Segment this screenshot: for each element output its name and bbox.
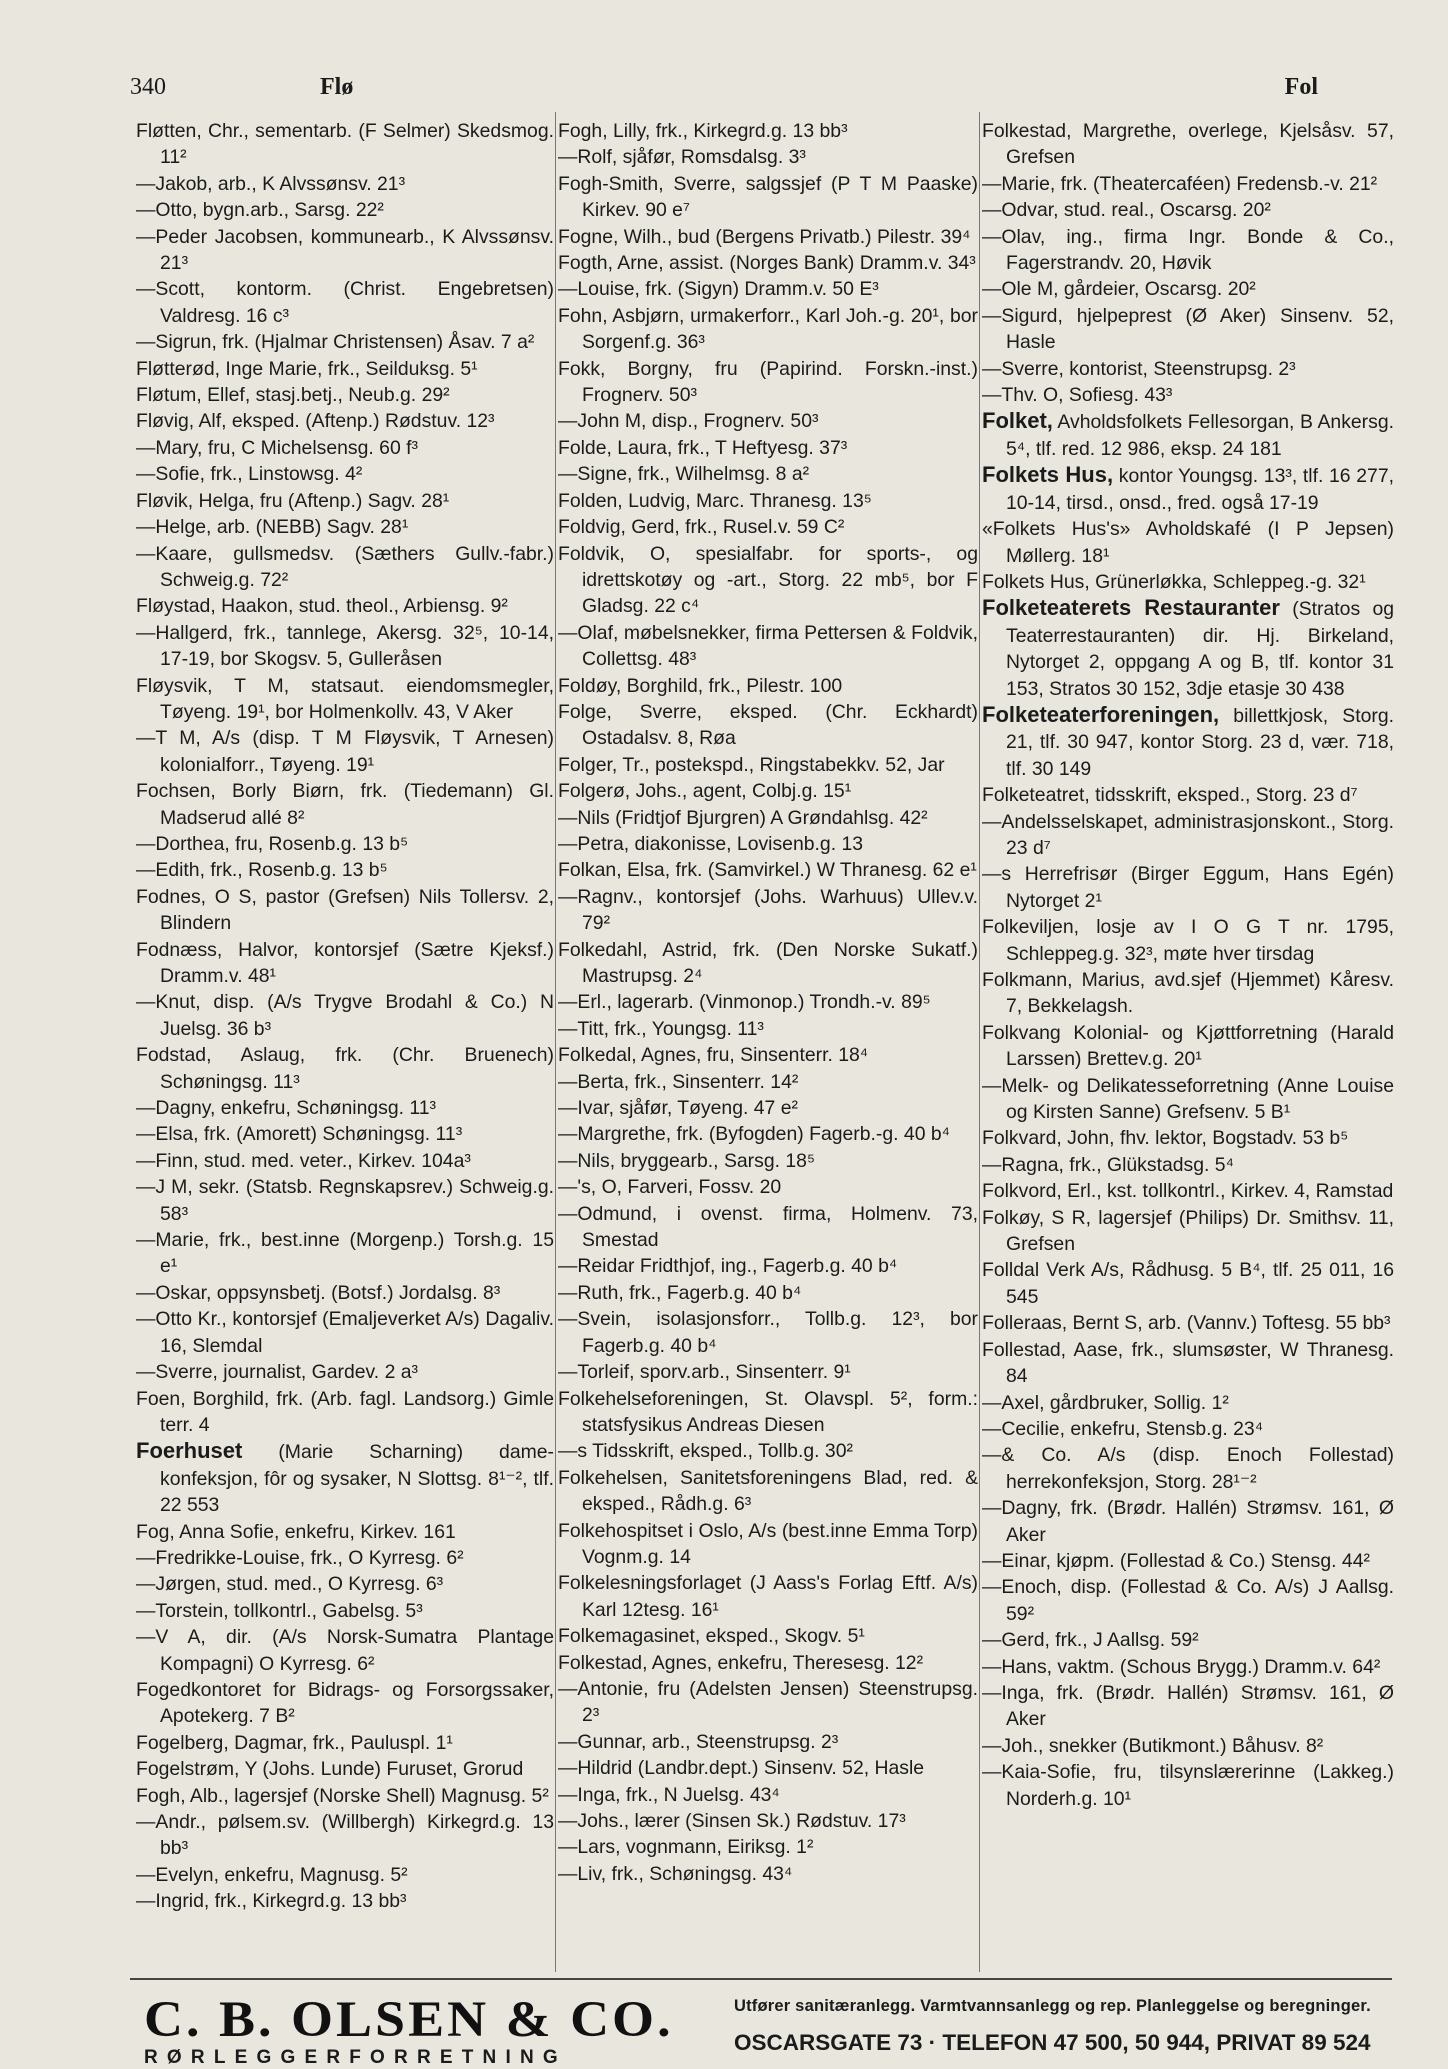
entry-text: Folger, Tr., postekspd., Ringstabekkv. 52, Jar xyxy=(558,753,945,776)
entry-text: —V A, dir. (A/s Norsk-Sumatra Plantage Kompagni) O Kyrresg. 6² xyxy=(136,1626,554,1675)
entry-text: —Fredrikke-Louise, frk., O Kyrresg. 6² xyxy=(136,1546,464,1569)
entry-text: —Odvar, stud. real., Oscarsg. 20² xyxy=(982,199,1271,222)
entry-text: —Sigrun, frk. (Hjalmar Christensen) Åsav. 7 a² xyxy=(136,331,535,354)
directory-entry xyxy=(558,303,978,356)
directory-entry xyxy=(136,778,554,831)
directory-entry xyxy=(558,857,978,883)
directory-entry xyxy=(558,1676,978,1729)
entry-name: Folketeaterforeningen, xyxy=(982,701,1220,727)
entry-text: —Louise, frk. (Sigyn) Dramm.v. 50 E³ xyxy=(558,278,879,301)
entry-text: —Berta, frk., Sinsenterr. 14² xyxy=(558,1070,799,1093)
directory-entry xyxy=(136,1783,554,1809)
entry-name: Foerhuset xyxy=(136,1438,243,1464)
directory-entry xyxy=(558,1570,978,1623)
directory-entry xyxy=(136,329,554,355)
entry-text: Fodnes, O S, pastor (Grefsen) Nils Tollersv. 2, Blindern xyxy=(136,885,554,935)
entry-text: Folkvord, Erl., kst. tollkontrl., Kirkev. 4, Ramstad xyxy=(982,1180,1394,1203)
directory-entry xyxy=(558,408,978,434)
guide-word-left: Flø xyxy=(320,74,354,100)
directory-entry xyxy=(982,809,1394,862)
entry-text: —Hallgerd, frk., tannlege, Akersg. 32⁵, 10-14, 17-19, bor Skogsv. 5, Gulleråsen xyxy=(136,621,554,671)
directory-entry xyxy=(982,118,1394,171)
directory-entry xyxy=(982,1205,1394,1258)
directory-entry xyxy=(982,1337,1394,1390)
entry-text: —Olav, ing., firma Ingr. Bonde & Co., Fagerstrandv. 20, Høvik xyxy=(982,225,1394,275)
directory-entry xyxy=(982,1073,1394,1126)
entry-text: —John M, disp., Frognerv. 50³ xyxy=(558,410,819,433)
entry-text: —Andr., pølsem.sv. (Willbergh) Kirkegrd.g. 13 bb³ xyxy=(136,1811,554,1860)
page-number: 340 xyxy=(130,74,166,100)
entry-text: —Edith, frk., Rosenb.g. 13 b⁵ xyxy=(136,859,388,882)
entry-text: —Joh., snekker (Butikmont.) Båhusv. 8² xyxy=(982,1734,1324,1757)
entry-text: —T M, A/s (disp. T M Fløysvik, T Arnesen) kolonialforr., Tøyeng. 19¹ xyxy=(136,727,554,776)
entry-text: —Nils, bryggearb., Sarsg. 18⁵ xyxy=(558,1149,815,1172)
advert-services: Utfører sanitæranlegg. Varmtvannsanlegg og rep. Planleggelse og beregninger. xyxy=(734,1997,1371,2015)
directory-entry xyxy=(136,1359,554,1385)
entry-text: —s Tidsskrift, eksped., Tollb.g. 30² xyxy=(558,1440,853,1463)
directory-entry xyxy=(136,884,554,937)
entry-text: —Kaia-Sofie, fru, tilsynslærerinne (Lakkeg.) Norderh.g. 10¹ xyxy=(982,1761,1394,1810)
directory-entry xyxy=(982,1310,1394,1336)
entry-text: Folldal Verk A/s, Rådhusg. 5 B⁴, tlf. 25 011, 16 545 xyxy=(982,1259,1394,1308)
entry-text: Folkestad, Margrethe, overlege, Kjelsåsv. 57, Grefsen xyxy=(982,120,1394,169)
entry-heading-rest: Avholdsfolkets Fellesorgan, xyxy=(1052,411,1295,434)
entry-text: (Stratos og Teaterrestauranten) dir. Hj. Birkeland, Nytorget 2, oppgang A og B, tlf. kontor 31 153, Stratos 30 152, 3dje etasje 30 438 xyxy=(1006,598,1395,700)
entry-text: Folgerø, Johs., agent, Colbj.g. 15¹ xyxy=(558,780,852,803)
entry-text: Fogh-Smith, Sverre, salgssjef (P T M Paaske) Kirkev. 90 e⁷ xyxy=(558,172,978,222)
directory-entry xyxy=(982,462,1394,516)
entry-text: —Cecilie, enkefru, Stensb.g. 23⁴ xyxy=(982,1417,1264,1440)
entry-text: —Torleif, sporv.arb., Sinsenterr. 9¹ xyxy=(558,1361,851,1384)
directory-entry xyxy=(136,461,554,487)
directory-entry xyxy=(558,1095,978,1121)
directory-entry xyxy=(558,989,978,1015)
directory-entry xyxy=(136,276,554,329)
entry-text: —& Co. A/s (disp. Enoch Follestad) herrekonfeksjon, Storg. 28¹⁻² xyxy=(982,1444,1394,1493)
entry-text: —Rolf, sjåfør, Romsdalsg. 3³ xyxy=(558,146,806,169)
entry-text: —Otto, bygn.arb., Sarsg. 22² xyxy=(136,199,384,222)
entry-text: —J M, sekr. (Statsb. Regnskapsrev.) Schweig.g. 58³ xyxy=(136,1176,554,1225)
entry-heading-rest: (Marie Scharning) dame- xyxy=(242,1441,554,1464)
entry-text: —Lars, vognmann, Eiriksg. 1² xyxy=(558,1836,814,1859)
directory-entry xyxy=(136,1174,554,1227)
directory-entry xyxy=(558,1729,978,1755)
entry-text: Follestad, Aase, frk., slumsøster, W Thranesg. 84 xyxy=(982,1338,1394,1388)
entry-text: Fløysvik, T M, statsaut. eiendomsmegler, Tøyeng. 19¹, bor Holmenkollv. 43, V Aker xyxy=(136,674,554,723)
page-header xyxy=(130,74,1318,114)
entry-text: Fløvik, Helga, fru (Aftenp.) Sagv. 28¹ xyxy=(136,489,450,512)
directory-entry xyxy=(982,967,1394,1020)
directory-entry xyxy=(136,408,554,434)
directory-entry xyxy=(982,782,1394,808)
directory-entry xyxy=(558,778,978,804)
entry-text: —Sigurd, hjelpeprest (Ø Aker) Sinsenv. 52, Hasle xyxy=(982,304,1394,354)
entry-name: Folkets Hus, xyxy=(982,462,1114,488)
entry-text: —Peder Jacobsen, kommunearb., K Alvssønsv. 21³ xyxy=(136,225,554,275)
directory-entry xyxy=(136,1598,554,1624)
entry-text: Folkedal, Agnes, fru, Sinsenterr. 18⁴ xyxy=(558,1044,869,1067)
directory-entry xyxy=(558,1280,978,1306)
entry-text: —Otto Kr., kontorsjef (Emaljeverket A/s) Dagaliv. 16, Slemdal xyxy=(136,1308,554,1357)
directory-entry xyxy=(558,224,978,250)
entry-text: Fokk, Borgny, fru (Papirind. Forskn.-inst.) Frognerv. 50³ xyxy=(558,357,978,407)
entry-text: —Enoch, disp. (Follestad & Co. A/s) J Aallsg. 59² xyxy=(982,1576,1394,1625)
entry-text: —Erl., lagerarb. (Vinmonop.) Trondh.-v. 89⁵ xyxy=(558,991,931,1014)
directory-entry xyxy=(558,1518,978,1571)
directory-entry xyxy=(136,673,554,726)
directory-entry xyxy=(558,276,978,302)
directory-entry xyxy=(136,1809,554,1862)
directory-entry xyxy=(558,1808,978,1834)
directory-entry xyxy=(558,1834,978,1860)
entry-text: Fogelberg, Dagmar, frk., Pauluspl. 1¹ xyxy=(136,1731,453,1754)
directory-entry xyxy=(136,1677,554,1730)
directory-entry xyxy=(558,884,978,937)
directory-entry xyxy=(136,1624,554,1677)
directory-entry xyxy=(558,1016,978,1042)
entry-text: —Torstein, tollkontrl., Gabelsg. 5³ xyxy=(136,1599,423,1622)
directory-entry xyxy=(982,1759,1394,1812)
entry-name: Folket, xyxy=(982,408,1053,434)
entry-text: —Odmund, i ovenst. firma, Holmenv. 73, Smestad xyxy=(558,1202,978,1252)
entry-text: Folkelesningsforlaget (J Aass's Forlag Eftf. A/s) Karl 12tesg. 16¹ xyxy=(558,1572,978,1621)
entry-text: —Marie, frk. (Theatercaféen) Fredensb.-v. 21² xyxy=(982,172,1378,195)
entry-heading-rest: billettkjosk, xyxy=(1219,704,1329,727)
directory-entry xyxy=(982,356,1394,382)
directory-entry xyxy=(558,1201,978,1254)
directory-entry xyxy=(982,861,1394,914)
directory-entry xyxy=(136,488,554,514)
directory-entry xyxy=(558,435,978,461)
entry-text: —Inga, frk. (Brødr. Hallén) Strømsv. 161, Ø Aker xyxy=(982,1681,1394,1731)
directory-entry xyxy=(558,1253,978,1279)
entry-text: Foldvig, Gerd, frk., Rusel.v. 59 C² xyxy=(558,516,845,539)
entry-text: —Thv. O, Sofiesg. 43³ xyxy=(982,384,1173,407)
directory-column-2 xyxy=(558,118,978,1887)
directory-entry xyxy=(136,541,554,594)
directory-entry xyxy=(982,1442,1394,1495)
entry-text: Folkehelsen, Sanitetsforeningens Blad, red. & eksped., Rådh.g. 6³ xyxy=(558,1466,978,1516)
directory-entry xyxy=(136,514,554,540)
directory-entry xyxy=(982,1020,1394,1073)
entry-text: Fochsen, Borly Biørn, frk. (Tiedemann) Gl. Madserud allé 8² xyxy=(136,780,554,829)
directory-entry xyxy=(982,1654,1394,1680)
entry-text: —Oskar, oppsynsbetj. (Botsf.) Jordalsg. 8³ xyxy=(136,1281,501,1304)
entry-heading-rest xyxy=(1280,598,1292,620)
directory-entry xyxy=(982,1178,1394,1204)
entry-text: Folkets Hus, Grünerløkka, Schleppeg.-g. 32¹ xyxy=(982,570,1366,593)
entry-text: —Ruth, frk., Fagerb.g. 40 b⁴ xyxy=(558,1281,802,1304)
directory-entry xyxy=(136,118,554,171)
directory-entry xyxy=(982,595,1394,702)
entry-text: —Dagny, enkefru, Schøningsg. 11³ xyxy=(136,1097,436,1120)
directory-entry xyxy=(558,514,978,540)
entry-text: Folkedahl, Astrid, frk. (Den Norske Sukatf.) Mastrupsg. 2⁴ xyxy=(558,938,978,987)
directory-entry xyxy=(558,1438,978,1464)
directory-entry xyxy=(982,569,1394,595)
directory-entry xyxy=(558,541,978,620)
entry-text: —Margrethe, frk. (Byfogden) Fagerb.-g. 40 b⁴ xyxy=(558,1123,951,1146)
directory-entry xyxy=(558,144,978,170)
entry-text: Folkestad, Agnes, enkefru, Theresesg. 12² xyxy=(558,1651,924,1674)
directory-entry xyxy=(136,1386,554,1439)
directory-entry xyxy=(558,1042,978,1068)
entry-text: —Mary, fru, C Michelsensg. 60 f³ xyxy=(136,436,418,459)
directory-entry xyxy=(558,1465,978,1518)
directory-entry xyxy=(136,1571,554,1597)
directory-entry xyxy=(136,1438,554,1518)
directory-entry xyxy=(136,937,554,990)
entry-text: —Ragna, frk., Glükstadsg. 5⁴ xyxy=(982,1153,1234,1176)
directory-entry xyxy=(558,1069,978,1095)
entry-text: —Evelyn, enkefru, Magnusg. 5² xyxy=(136,1863,408,1886)
entry-text: Fogh, Lilly, frk., Kirkegrd.g. 13 bb³ xyxy=(558,120,848,142)
directory-entry xyxy=(982,1125,1394,1151)
entry-text: Fogedkontoret for Bidrags- og Forsorgssaker, Apotekerg. 7 B² xyxy=(136,1678,554,1728)
directory-entry xyxy=(558,752,978,778)
directory-entry xyxy=(136,382,554,408)
entry-text: Fog, Anna Sofie, enkefru, Kirkev. 161 xyxy=(136,1520,456,1543)
directory-entry xyxy=(136,1095,554,1121)
directory-entry xyxy=(136,620,554,673)
entry-text: —Marie, frk., best.inne (Morgenp.) Torsh.g. 15 e¹ xyxy=(136,1229,554,1278)
directory-entry xyxy=(136,857,554,883)
entry-text: Folkehospitset i Oslo, A/s (best.inne Emma Torp) Vognm.g. 14 xyxy=(558,1519,978,1568)
entry-text: —Reidar Fridthjof, ing., Fagerb.g. 40 b⁴ xyxy=(558,1255,898,1278)
directory-entry xyxy=(982,382,1394,408)
entry-text: Folketeatret, tidsskrift, eksped., Storg. 23 d⁷ xyxy=(982,784,1358,807)
entry-text: Folkehelseforeningen, St. Olavspl. 5², form.: statsfysikus Andreas Diesen xyxy=(558,1387,978,1436)
directory-entry xyxy=(136,1545,554,1571)
entry-text: Folkemagasinet, eksped., Skogv. 5¹ xyxy=(558,1625,865,1648)
directory-entry xyxy=(982,914,1394,967)
directory-entry xyxy=(136,171,554,197)
directory-entry xyxy=(558,699,978,752)
directory-entry xyxy=(558,1174,978,1200)
directory-entry xyxy=(558,1306,978,1359)
entry-text: —Olaf, møbelsnekker, firma Pettersen & Foldvik, Collettsg. 48³ xyxy=(558,621,978,671)
directory-entry xyxy=(982,1548,1394,1574)
directory-entry xyxy=(136,1862,554,1888)
entry-text: Foen, Borghild, frk. (Arb. fagl. Landsorg.) Gimle terr. 4 xyxy=(136,1387,554,1436)
entry-text: B Ankersg. 5⁴, tlf. red. 12 986, eksp. 24 181 xyxy=(1006,411,1394,460)
directory-entry xyxy=(558,1782,978,1808)
entry-text: —Johs., lærer (Sinsen Sk.) Rødstuv. 17³ xyxy=(558,1810,906,1832)
directory-entry xyxy=(558,937,978,990)
directory-entry xyxy=(558,1623,978,1649)
entry-text: tlf. 16 277, 10-14, tirsd., onsd., fred. også 17-19 xyxy=(1006,465,1395,514)
entry-text: —Signe, frk., Wilhelmsg. 8 a² xyxy=(558,463,810,486)
entry-text: —Titt, frk., Youngsg. 11³ xyxy=(558,1017,764,1040)
entry-text: —Knut, disp. (A/s Trygve Brodahl & Co.) N Juelsg. 36 b³ xyxy=(136,991,554,1040)
entry-text: Fogh, Alb., lagersjef (Norske Shell) Magnusg. 5² xyxy=(136,1784,549,1807)
entry-text: —Jakob, arb., K Alvssønsv. 21³ xyxy=(136,172,406,195)
entry-text: —Hildrid (Landbr.dept.) Sinsenv. 52, Hasle xyxy=(558,1757,925,1780)
directory-entry xyxy=(558,1755,978,1781)
entry-text: —s Herrefrisør (Birger Eggum, Hans Egén) Nytorget 2¹ xyxy=(982,863,1394,912)
entry-text: —Scott, kontorm. (Christ. Engebretsen) Valdresg. 16 c³ xyxy=(136,278,554,327)
entry-text: —'s, O, Farveri, Fossv. 20 xyxy=(558,1176,782,1199)
directory-entry xyxy=(558,118,978,144)
entry-text: —Jørgen, stud. med., O Kyrresg. 6³ xyxy=(136,1573,444,1596)
directory-entry xyxy=(982,1390,1394,1416)
advert-logo: C. B. OLSEN & CO. xyxy=(144,1990,674,2048)
directory-entry xyxy=(136,1280,554,1306)
directory-entry xyxy=(558,461,978,487)
entry-text: —Nils (Fridtjof Bjurgren) A Grøndahlsg. 42² xyxy=(558,806,928,829)
entry-text: —Ole M, gårdeier, Oscarsg. 20² xyxy=(982,278,1256,301)
entry-text: Folden, Ludvig, Marc. Thranesg. 13⁵ xyxy=(558,489,872,512)
directory-entry xyxy=(982,171,1394,197)
entry-text: —Einar, kjøpm. (Follestad & Co.) Stensg. 44² xyxy=(982,1549,1370,1572)
entry-text: Fohn, Asbjørn, urmakerforr., Karl Joh.-g. 20¹, bor Sorgenf.g. 36³ xyxy=(558,304,978,354)
entry-text: —Elsa, frk. (Amorett) Schøningsg. 11³ xyxy=(136,1123,463,1146)
directory-entry xyxy=(558,250,978,276)
entry-text: Fogne, Wilh., bud (Bergens Privatb.) Pilestr. 39⁴ xyxy=(558,225,971,248)
directory-entry xyxy=(136,1148,554,1174)
entry-text: —Finn, stud. med. veter., Kirkev. 104a³ xyxy=(136,1149,471,1172)
entry-text: Fløystad, Haakon, stud. theol., Arbiensg. 9² xyxy=(136,595,508,618)
directory-entry xyxy=(136,831,554,857)
directory-entry xyxy=(136,1519,554,1545)
guide-word-right: Fol xyxy=(1284,74,1318,100)
directory-entry xyxy=(982,408,1394,462)
directory-entry xyxy=(558,805,978,831)
directory-entry xyxy=(558,1148,978,1174)
entry-text: —Svein, isolasjonsforr., Tollb.g. 12³, bor Fagerb.g. 40 b⁴ xyxy=(558,1308,978,1357)
entry-text: —Antonie, fru (Adelsten Jensen) Steenstrupsg. 2³ xyxy=(558,1677,978,1727)
entry-text: Folge, Sverre, eksped. (Chr. Eckhardt) Ostadalsv. 8, Røa xyxy=(558,700,978,750)
directory-entry xyxy=(136,1730,554,1756)
entry-text: «Folkets Hus's» Avholdskafé (I P Jepsen) Møllerg. 18¹ xyxy=(982,518,1394,567)
directory-entry xyxy=(982,197,1394,223)
column-divider xyxy=(979,112,980,1972)
directory-entry xyxy=(982,1733,1394,1759)
entry-text: Folde, Laura, frk., T Heftyesg. 37³ xyxy=(558,436,848,459)
entry-text: —Hans, vaktm. (Schous Brygg.) Dramm.v. 64² xyxy=(982,1655,1381,1678)
directory-entry xyxy=(982,1416,1394,1442)
directory-entry xyxy=(136,725,554,778)
directory-entry xyxy=(982,1495,1394,1548)
directory-entry xyxy=(136,1756,554,1782)
directory-entry xyxy=(558,1861,978,1887)
advertisement xyxy=(140,1990,1400,2068)
directory-entry xyxy=(136,1306,554,1359)
entry-text: Folleraas, Bernt S, arb. (Vannv.) Toftesg. 55 bb³ xyxy=(982,1312,1391,1335)
directory-entry xyxy=(136,1121,554,1147)
directory-entry xyxy=(558,488,978,514)
entry-text: Folkeviljen, losje av I O G T nr. 1795, Schleppeg.g. 32³, møte hver tirsdag xyxy=(982,916,1394,965)
entry-text: —Dagny, frk. (Brødr. Hallén) Strømsv. 161, Ø Aker xyxy=(982,1497,1394,1546)
entry-text: —Dorthea, fru, Rosenb.g. 13 b⁵ xyxy=(136,832,409,855)
directory-entry xyxy=(558,673,978,699)
advert-contact: OSCARSGATE 73 · TELEFON 47 500, 50 944, PRIVAT 89 524 xyxy=(734,2030,1371,2055)
directory-entry xyxy=(136,1227,554,1280)
directory-entry xyxy=(136,356,554,382)
entry-text: —Kaare, gullsmedsv. (Sæthers Gullv.-fabr.) Schweig.g. 72² xyxy=(136,542,554,591)
directory-entry xyxy=(136,435,554,461)
directory-entry xyxy=(982,276,1394,302)
directory-entry xyxy=(558,831,978,857)
entry-text: —Inga, frk., N Juelsg. 43⁴ xyxy=(558,1783,780,1806)
directory-entry xyxy=(558,1650,978,1676)
directory-entry xyxy=(982,1680,1394,1733)
directory-entry xyxy=(558,1121,978,1147)
entry-text: Folkøy, S R, lagersjef (Philips) Dr. Smithsv. 11, Grefsen xyxy=(982,1206,1394,1256)
advert-top-rule xyxy=(130,1978,1392,1980)
directory-entry xyxy=(982,1574,1394,1627)
entry-text: Storg. 21, tlf. 30 947, kontor Storg. 23 d, vær. 718, tlf. 30 149 xyxy=(1006,704,1394,780)
entry-text: Fodnæss, Halvor, kontorsjef (Sætre Kjeksf.) Dramm.v. 48¹ xyxy=(136,938,554,987)
entry-text: —Ivar, sjåfør, Tøyeng. 47 e² xyxy=(558,1097,798,1120)
directory-column-3 xyxy=(982,118,1394,1812)
entry-text: —Ingrid, frk., Kirkegrd.g. 13 bb³ xyxy=(136,1890,407,1913)
entry-text: Fogelstrøm, Y (Johs. Lunde) Furuset, Grorud xyxy=(136,1758,524,1781)
entry-name: Folketeaterets Restauranter xyxy=(982,595,1280,621)
directory-entry xyxy=(136,197,554,223)
directory-entry xyxy=(982,303,1394,356)
entry-text: —Andelsselskapet, administrasjonskont., Storg. 23 d⁷ xyxy=(982,810,1394,859)
directory-entry xyxy=(558,1386,978,1439)
entry-text: Fløtterød, Inge Marie, frk., Seilduksg. 5¹ xyxy=(136,357,478,380)
directory-entry xyxy=(136,1042,554,1095)
directory-entry xyxy=(982,1627,1394,1653)
directory-entry xyxy=(982,1257,1394,1310)
entry-text: Foldøy, Borghild, frk., Pilestr. 100 xyxy=(558,674,843,697)
entry-text: —Sofie, frk., Linstowsg. 4² xyxy=(136,463,363,486)
entry-text: —Liv, frk., Schøningsg. 43⁴ xyxy=(558,1862,793,1885)
entry-text: —Sverre, journalist, Gardev. 2 a³ xyxy=(136,1361,418,1384)
entry-text: Folkmann, Marius, avd.sjef (Hjemmet) Kåresv. 7, Bekkelagsh. xyxy=(982,969,1394,1018)
directory-entry xyxy=(558,356,978,409)
directory-entry xyxy=(136,224,554,277)
directory-entry xyxy=(982,516,1394,569)
directory-entry xyxy=(136,593,554,619)
directory-entry xyxy=(558,171,978,224)
entry-text: —Axel, gårdbruker, Sollig. 1² xyxy=(982,1391,1229,1414)
advert-subtitle: RØRLEGGERFORRETNING xyxy=(144,2047,567,2068)
directory-entry xyxy=(136,1888,554,1914)
entry-text: —Gerd, frk., J Aallsg. 59² xyxy=(982,1629,1199,1652)
directory-entry xyxy=(982,224,1394,277)
entry-text: —Helge, arb. (NEBB) Sagv. 28¹ xyxy=(136,516,409,539)
column-divider xyxy=(555,112,556,1972)
entry-text: Foldvik, O, spesialfabr. for sports-, og idrettskotøy og -art., Storg. 22 mb⁵, bor F Gladsg. 22 c⁴ xyxy=(558,542,978,618)
entry-text: Folkvang Kolonial- og Kjøttforretning (Harald Larssen) Brettev.g. 20¹ xyxy=(982,1021,1394,1071)
directory-column-1 xyxy=(136,118,554,1915)
directory-entry xyxy=(558,620,978,673)
entry-text: Fodstad, Aslaug, frk. (Chr. Bruenech) Schøningsg. 11³ xyxy=(136,1044,554,1093)
directory-entry xyxy=(136,989,554,1042)
entry-text: —Gunnar, arb., Steenstrupsg. 2³ xyxy=(558,1730,839,1753)
directory-entry xyxy=(982,702,1394,782)
directory-entry xyxy=(982,1152,1394,1178)
entry-heading-rest: kontor Youngsg. 13³, xyxy=(1113,465,1298,488)
entry-text: —Ragnv., kontorsjef (Johs. Warhuus) Ullev.v. 79² xyxy=(558,885,978,935)
entry-text: —Melk- og Delikatesseforretning (Anne Louise og Kirsten Sanne) Grefsenv. 5 B¹ xyxy=(982,1074,1394,1124)
entry-text: Fogth, Arne, assist. (Norges Bank) Dramm.v. 34³ xyxy=(558,252,976,275)
entry-text: Fløtten, Chr., sementarb. (F Selmer) Skedsmog. 11² xyxy=(136,120,554,169)
entry-text: —Sverre, kontorist, Steenstrupsg. 2³ xyxy=(982,357,1296,380)
directory-entry xyxy=(558,1359,978,1385)
entry-text: Fløtum, Ellef, stasj.betj., Neub.g. 29² xyxy=(136,384,450,407)
entry-text: Folkan, Elsa, frk. (Samvirkel.) W Thranesg. 62 e¹ xyxy=(558,859,977,882)
entry-text: Fløvig, Alf, eksped. (Aftenp.) Rødstuv. 12³ xyxy=(136,410,495,433)
entry-text: —Petra, diakonisse, Lovisenb.g. 13 xyxy=(558,832,864,855)
entry-text: Folkvard, John, fhv. lektor, Bogstadv. 53 b⁵ xyxy=(982,1127,1349,1150)
entry-text: konfeksjon, fôr og sysaker, N Slottsg. 8¹⁻², tlf. 22 553 xyxy=(160,1467,554,1517)
